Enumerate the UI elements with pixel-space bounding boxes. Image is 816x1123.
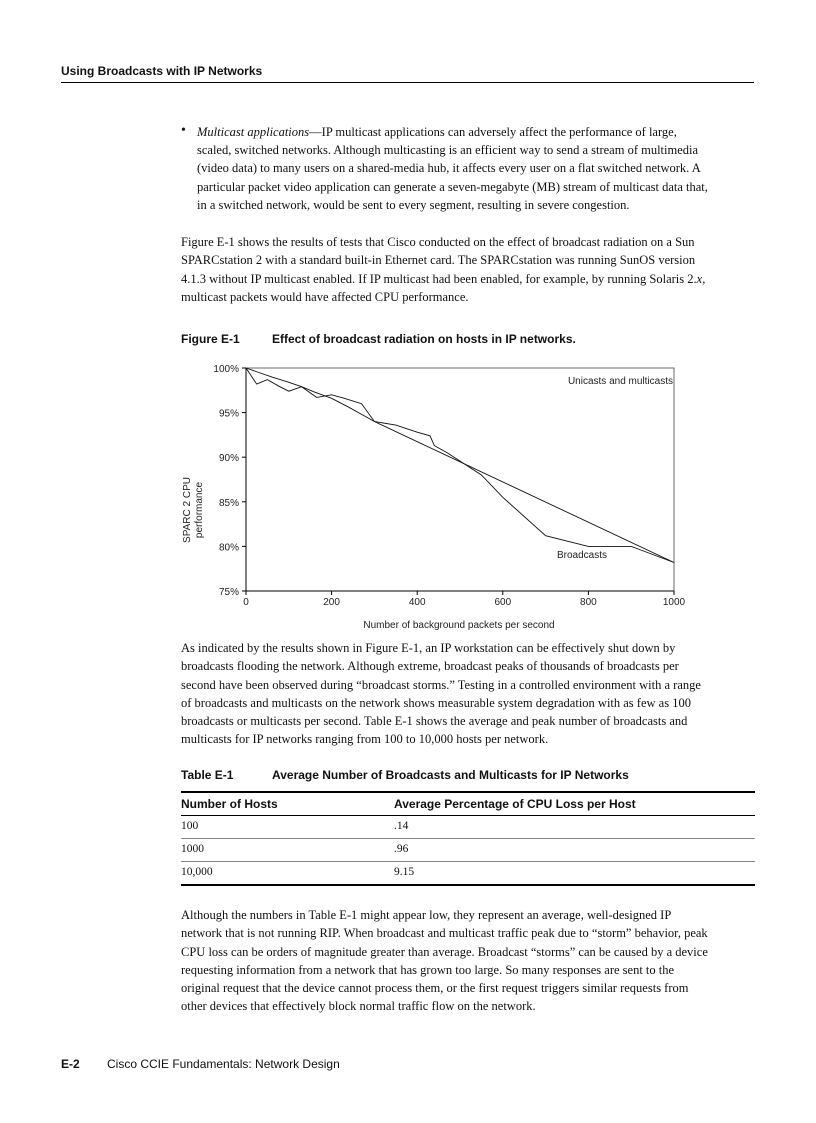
annotation-broadcasts: Broadcasts [556, 550, 607, 561]
paragraph-results: As indicated by the results shown in Figure E-1, an IP workstation can be effectively shut down by broadcasts flooding the network. Although extreme, broadcast peaks of thousands of broadcasts per second have been observed during “broadcast storms.” Testing in a controlled environment with a range of broadcasts and multicasts on the network shows measurable system degradation with as few as 100 broadcasts or multicasts per second. Table E-1 shows the average and peak number of broadcasts and multicasts for IP networks ranging from 100 to 10,000 hosts per network. [181, 641, 701, 747]
header-number-of-hosts: Number of Hosts [181, 797, 278, 811]
cell-hosts: 1000 [181, 843, 204, 855]
series-line-broadcasts [246, 368, 674, 563]
cell-hosts: 10,000 [181, 866, 213, 878]
y-tick-label: 90% [218, 453, 239, 465]
para1-italic: x [696, 271, 703, 286]
cell-cpu-loss: .96 [394, 843, 409, 855]
table-title: Average Number of Broadcasts and Multicasts for IP Networks [272, 768, 629, 782]
x-tick-label: 600 [494, 597, 512, 608]
cell-cpu-loss: .14 [394, 820, 409, 832]
bullet-paragraph [197, 123, 709, 214]
broadcast-radiation-chart [170, 355, 690, 635]
table-header-row [181, 793, 755, 815]
y-tick-label: 100% [213, 364, 239, 375]
y-tick-label: 75% [218, 587, 239, 598]
table-row [181, 816, 755, 838]
x-tick-label: 200 [323, 597, 340, 608]
x-tick-label: 800 [580, 597, 597, 608]
figure-label: Figure E-1 [181, 332, 240, 346]
cpu-loss-table [181, 791, 755, 886]
running-header: Using Broadcasts with IP Networks [61, 64, 263, 78]
bullet-body: —IP multicast applications can adversely affect the performance of large, scaled, switched networks. Although multicasting is an efficient way to send a stream of multimedia (video data) to many users on a shared-media hub, it affects every user on a flat switched network. A particular packet video application can generate a seven-megabyte (MB) stream of multicast data that, in a switched network, would be sent to every segment, resulting in severe congestion. [197, 125, 708, 212]
y-tick-label: 85% [218, 497, 239, 509]
y-axis-label-line2: performance [194, 481, 205, 539]
table-label: Table E-1 [181, 768, 234, 782]
cell-cpu-loss: 9.15 [394, 866, 415, 878]
table-row [181, 862, 755, 884]
para1-before: Figure E-1 shows the results of tests that Cisco conducted on the effect of broadcast radiation on a Sun SPARCstation 2 with a standard built-in Ethernet card. The SPARCstation was running SunOS version 4.1.3 without IP multicast enabled. If IP multicast had been enabled, for example, by running Solaris 2. [181, 235, 697, 286]
bullet-marker: • [181, 123, 186, 138]
figure-title: Effect of broadcast radiation on hosts in IP networks. [272, 332, 576, 346]
footer-book-title: Cisco CCIE Fundamentals: Network Design [107, 1057, 340, 1071]
header-rule [61, 82, 754, 83]
y-axis-label-line1: SPARC 2 CPU [182, 477, 193, 543]
paragraph-conclusion: Although the numbers in Table E-1 might appear low, they represent an average, well-designed IP network that is not running RIP. When broadcast and multicast traffic peak due to “storm” behavior, peak CPU loss can be orders of magnitude greater than average. Broadcast “storms” can be caused by a device requesting information from a network that has grown too large. So many responses are sent to the original request that the device cannot process them, or the first request triggers similar requests from other devices that effectively block normal traffic flow on the network. [181, 908, 708, 1014]
bullet-lead: Multicast applications [197, 125, 310, 139]
x-tick-label: 400 [408, 597, 426, 608]
plot-frame [246, 368, 674, 591]
para1-after: , multicast packets would have affected CPU performance. [181, 271, 706, 304]
table-row [181, 839, 755, 861]
annotation-unicasts: Unicasts and multicasts [567, 376, 673, 387]
cell-hosts: 100 [181, 820, 199, 832]
footer-page-number: E-2 [61, 1057, 80, 1071]
table-bottom-rule [181, 884, 755, 886]
paragraph-figure-intro [181, 233, 709, 306]
x-tick-label: 1000 [662, 597, 686, 608]
y-tick-label: 80% [218, 542, 239, 554]
x-tick-label: 0 [243, 597, 249, 608]
series-line-unicasts [246, 368, 674, 563]
header-cpu-loss: Average Percentage of CPU Loss per Host [394, 797, 636, 811]
y-tick-label: 95% [218, 408, 239, 420]
x-axis-label: Number of background packets per second [363, 620, 555, 631]
